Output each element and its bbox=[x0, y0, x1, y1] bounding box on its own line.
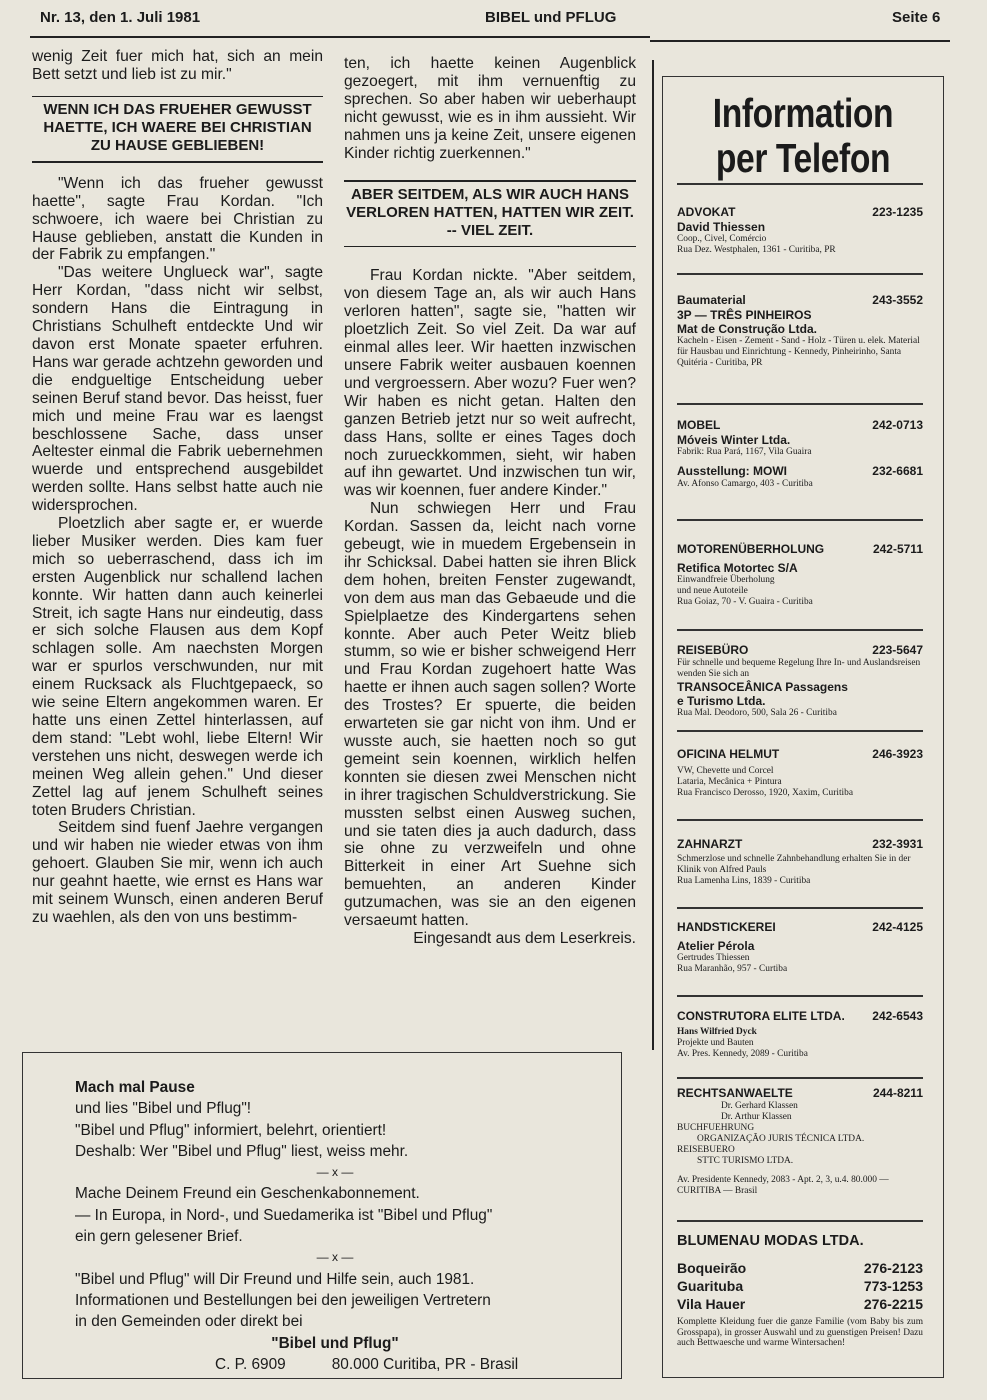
entry-phone: 276-2123 bbox=[863, 1260, 923, 1276]
entry-address: Rua Lamenha Lins, 1839 - Curitiba bbox=[677, 876, 811, 886]
directory-entry bbox=[677, 1009, 923, 1060]
entry-phone: 223-5647 bbox=[872, 643, 923, 657]
divider bbox=[677, 907, 923, 909]
divider bbox=[677, 629, 923, 631]
directory-entry bbox=[677, 643, 923, 719]
text-continuation: ten, ich haette keinen Augenblick gezoegert, mit ihm vernuenftig zu sprechen. So aber haben wir ueberhaupt nicht gewusst, wie es in ihm aussieht. Wir nahmen uns ja keine Zeit, unsere eigenen Kinder richtig zuerkennen." bbox=[344, 55, 636, 162]
masthead: BIBEL und PFLUG bbox=[485, 9, 617, 26]
entry-phone: 242-0713 bbox=[872, 418, 923, 432]
phone-directory bbox=[662, 76, 944, 1378]
entry-text: Für schnelle und bequeme Regelung Ihre In- und Auslandsreisen wenden Sie sich an bbox=[677, 658, 921, 679]
publisher-name: "Bibel und Pflug" bbox=[271, 1334, 399, 1352]
entry-phone: 242-4125 bbox=[872, 920, 923, 934]
directory-entry bbox=[677, 205, 923, 256]
paragraph: Seitdem sind fuenf Jaehre vergangen und wir haben nie wieder etwas von ihm gehoert. Glauben Sie mir, wenn ich auch nur geahnt haette, wie ernst es Hans war mit seinem Wunsch, einen anderen Beruf zu waehlen, als den von uns bestimm- bbox=[32, 819, 323, 926]
paragraph: "Wenn ich das frueher gewusst haette", sagte Frau Kordan. "Ich schwoere, ich waere bei Christian zu Hause geblieben, anstatt die Kunden in der Fabrik zu empfangen." bbox=[32, 174, 323, 264]
entry-address: Av. Afonso Camargo, 403 - Curitiba bbox=[677, 479, 813, 489]
entry-text: und neue Autoteile bbox=[677, 586, 748, 596]
entry-category: HANDSTICKEREI bbox=[677, 920, 776, 934]
entry-company: Retifica Motortec S/A bbox=[677, 561, 798, 575]
postal-address: 80.000 Curitiba, PR - Brasil bbox=[331, 1355, 519, 1373]
box-line: ein gern gelesener Brief. bbox=[75, 1228, 243, 1246]
entry-text: Coop., Civel, Comércio bbox=[677, 234, 767, 244]
divider bbox=[32, 96, 323, 98]
postal-box: C. P. 6909 bbox=[215, 1355, 286, 1373]
entry-phone: 223-1235 bbox=[872, 205, 923, 219]
box-line: — In Europa, in Nord-, und Suedamerika ist "Bibel und Pflug" bbox=[75, 1206, 493, 1224]
header-rule bbox=[30, 36, 650, 38]
box-line: Mache Deinem Freund ein Geschenkabonnement. bbox=[75, 1185, 420, 1203]
box-line: und lies "Bibel und Pflug"! bbox=[75, 1100, 252, 1118]
entry-phone: 243-3552 bbox=[872, 293, 923, 307]
entry-category: REISEBÜRO bbox=[677, 643, 749, 657]
entry-text: BUCHFUEHRUNG bbox=[677, 1123, 755, 1133]
entry-text: ORGANIZAÇÃO JURIS TÉCNICA LTDA. bbox=[697, 1134, 865, 1144]
directory-title: per Telefon bbox=[715, 135, 891, 181]
divider bbox=[677, 403, 923, 405]
entry-text: Komplette Kleidung fuer die ganze Familie (vom Baby bis zum Grosspapa), in grosser Auswahl und zu guenstigen Preisen! Dazu auch Bettwaesche und warme Wintersachen! bbox=[677, 1317, 923, 1348]
entry-category: Baumaterial bbox=[677, 293, 746, 307]
divider bbox=[344, 180, 636, 182]
entry-category: ADVOKAT bbox=[677, 205, 736, 219]
divider bbox=[677, 730, 923, 732]
entry-text: Dr. Arthur Klassen bbox=[721, 1112, 792, 1122]
text-continuation: wenig Zeit fuer mich hat, sich an mein Bett setzt und lieb ist zu mir." bbox=[32, 48, 323, 83]
directory-entry-blumenau bbox=[677, 1231, 923, 1349]
branch-name: Vila Hauer bbox=[677, 1296, 746, 1312]
entry-company: David Thiessen bbox=[677, 220, 766, 234]
entry-text: Gertrudes Thiessen bbox=[677, 953, 750, 963]
column-rule bbox=[652, 60, 654, 1050]
divider bbox=[677, 995, 923, 997]
entry-company: 3P — TRÊS PINHEIROS bbox=[677, 308, 812, 322]
divider bbox=[677, 519, 923, 521]
entry-text: Schmerzlose und schnelle Zahnbehandlung erhalten Sie in der Klinik von Alfred Pauls bbox=[677, 854, 911, 875]
entry-phone: 232-6681 bbox=[872, 464, 923, 478]
paragraph: Frau Kordan nickte. "Aber seitdem, von diesem Tage an, als wir auch Hans verloren hatten", sagte sie, "hatten wir ploetzlich Zeit. So viel Zeit. Da war auf einmal alles leer. Wir haetten inzwischen unsere Fabrik weiter ausbauen koennen und vergroessern. Aber wozu? Fuer wen? Wir haben es nicht getan. Halten den ganzen Betrieb jetzt nur so weit aufrecht, dass Hans, sollte er eines Tages doch noch zurueckkommen, sieht, wir haben auf ihn gewartet. Und inzwischen tun wir, was wir koennen, fuer andere Kinder." bbox=[344, 267, 636, 500]
directory-entry bbox=[677, 747, 923, 799]
entry-category: OFICINA HELMUT bbox=[677, 747, 780, 761]
subscription-box bbox=[22, 1052, 622, 1379]
entry-category: RECHTSANWAELTE bbox=[677, 1086, 793, 1100]
directory-entry bbox=[677, 418, 923, 490]
entry-address: Av. Pres. Kennedy, 2089 - Curitiba bbox=[677, 1049, 808, 1059]
entry-address: Rua Goiaz, 70 - V. Guaira - Curitiba bbox=[677, 597, 813, 607]
box-line: Informationen und Bestellungen bei den jeweiligen Vertretern bbox=[75, 1291, 491, 1309]
entry-phone: 244-8211 bbox=[872, 1086, 923, 1100]
entry-text: STTC TURISMO LTDA. bbox=[697, 1156, 794, 1166]
entry-phone: 242-5711 bbox=[872, 542, 923, 556]
entry-category: Ausstellung: MOWI bbox=[677, 464, 787, 478]
box-line: "Bibel und Pflug" will Dir Freund und Hilfe sein, auch 1981. bbox=[75, 1270, 475, 1288]
directory-entry bbox=[677, 837, 923, 887]
paragraph: Nun schwiegen Herr und Frau Kordan. Sassen da, leicht nach vorne gebeugt, wie in muedem Ergebensein in ihr Schicksal. Dabei hatten sie ihren Blick dem hohen, breiten Fenster zugewandt, von dem aus man das Gebaeude und die Spielplaetze des Kindergartens sehen konnte. Aber auch Peter Weitz blieb stumm, so wie er bisher schweigend Herr und Frau Kordan zugehoert hatte Was haette er ihnen auch sagen sollen? Worte des Trostes? Er spuerte, die beiden erwarteten sie gar nicht von ihm. Und er wusste auch, sie haetten noch so gut gemeint sein koennen, wirklich helfen konnten sie diesen zwei Menschen nicht in ihrer tragischen Schuldverstrickung. Sie mussten selbst einen Ausweg suchen, und sie taten dies ja auch dadurch, dass sie ohne zu verzweifeln und ohne Bitterkeit in einer Art Suehne sich bemuehten, an anderen Kinder gutzumachen, was sie an den eigenen versaeumt hatten. bbox=[344, 500, 636, 930]
entry-text: REISEBUERO bbox=[677, 1145, 735, 1155]
box-line: "Bibel und Pflug" informiert, belehrt, orientiert! bbox=[75, 1121, 387, 1139]
box-line: in den Gemeinden oder direkt bei bbox=[75, 1313, 303, 1331]
entry-text: Einwandfreie Überholung bbox=[677, 575, 775, 585]
signature: Eingesandt aus dem Leserkreis. bbox=[413, 929, 636, 947]
entry-company: e Turismo Ltda. bbox=[677, 694, 766, 708]
divider bbox=[677, 273, 923, 275]
entry-company: TRANSOCEÂNICA Passagens bbox=[677, 680, 848, 694]
paragraph: Ploetzlich aber sagte er, er wuerde lieber Musiker werden. Dies kam fuer mich so ueberraschend, dass ich im ersten Augenblick nur schallend lachen konnte. Wir hatten dann auch keinerlei Streit, ich sagte Hans nur eindeutig, dass er sich solche Flausen aus dem Kopf schlagen solle. Am naechsten Morgen war er spurlos verschwunden, nur mit einem Rucksack als Fluchtgepaeck, so wie seine Eltern angekommen waren. Er hatte uns einen Zettel hinterlassen, auf dem stand: "Lebt wohl, liebe Eltern! Wir verstehen uns nicht, deswegen werde ich meinen Weg allein gehen." Und dieser Zettel lag auf jenem Schulheft seines toten Bruders Christian. bbox=[32, 515, 323, 819]
entry-address: Av. Presidente Kennedy, 2083 - Apt. 2, 3, u.4. 80.000 — CURITIBA — Brasil bbox=[677, 1175, 889, 1196]
entry-address: Rua Francisco Derosso, 1920, Xaxim, Curitiba bbox=[677, 788, 854, 798]
entry-phone: 276-2215 bbox=[863, 1296, 923, 1312]
separator: — x — bbox=[316, 1165, 354, 1180]
section-heading: WENN ICH DAS FRUEHER GEWUSST HAETTE, ICH WAERE BEI CHRISTIAN ZU HAUSE GEBLIEBEN! bbox=[43, 101, 312, 155]
divider bbox=[677, 1077, 923, 1079]
branch-name: Boqueirão bbox=[677, 1260, 747, 1276]
box-title: Mach mal Pause bbox=[75, 1079, 195, 1096]
branch-name: Guarituba bbox=[677, 1278, 744, 1294]
article-column-2 bbox=[344, 55, 636, 948]
directory-entry bbox=[677, 1086, 923, 1197]
directory-title: Information bbox=[712, 90, 894, 136]
entry-company: Mat de Construção Ltda. bbox=[677, 322, 818, 336]
divider bbox=[677, 1220, 923, 1222]
entry-text: Dr. Gerhard Klassen bbox=[721, 1101, 798, 1111]
paragraph: "Das weitere Unglueck war", sagte Herr Kordan, "dass nicht wir selbst, sondern Hans die Eintragung in Christians Schulheft entdeckte Und wir davon erst Monate spaeter erfuhren. Hans war gerade achtzehn geworden und die endgueltige Entscheidung ueber seinen Beruf stand bevor. Das heisst, fuer mich und meine Frau war es laengst beschlossene Sache, dass unser Aeltester einmal die Fabrik uebernehmen wuerde und entsprechend ausgebildet werden sollte. Hans selbst hatte auch nie widersprochen. bbox=[32, 264, 323, 515]
entry-category: MOTORENÜBERHOLUNG bbox=[677, 542, 825, 556]
entry-text: Hans Wilfried Dyck bbox=[677, 1027, 757, 1037]
entry-text: Projekte und Bauten bbox=[677, 1038, 754, 1048]
entry-category: MOBEL bbox=[677, 418, 721, 432]
entry-company: BLUMENAU MODAS LTDA. bbox=[677, 1233, 864, 1249]
entry-text: VW, Chevette und Corcel bbox=[677, 766, 774, 776]
entry-category: ZAHNARZT bbox=[677, 837, 743, 851]
entry-address: Rua Maranhão, 957 - Curtiba bbox=[677, 964, 788, 974]
article-column-1 bbox=[32, 48, 323, 927]
entry-address: Rua Mal. Deodoro, 500, Sala 26 - Curitiba bbox=[677, 708, 837, 718]
entry-phone: 246-3923 bbox=[872, 747, 923, 761]
entry-address: Rua Dez. Westphalen, 1361 - Curitiba, PR bbox=[677, 245, 836, 255]
entry-company: Atelier Pérola bbox=[677, 939, 755, 953]
entry-phone: 242-6543 bbox=[872, 1009, 923, 1023]
entry-text: Lataria, Mecânica + Pintura bbox=[677, 777, 782, 787]
issue-date: Nr. 13, den 1. Juli 1981 bbox=[40, 9, 201, 26]
divider bbox=[344, 246, 636, 248]
page-number: Seite 6 bbox=[892, 9, 941, 26]
directory-entry bbox=[677, 293, 923, 369]
divider bbox=[32, 161, 323, 163]
divider bbox=[677, 819, 923, 821]
entry-phone: 773-1253 bbox=[863, 1278, 923, 1294]
directory-entry bbox=[677, 920, 923, 975]
entry-company: Móveis Winter Ltda. bbox=[677, 433, 791, 447]
separator: — x — bbox=[316, 1250, 354, 1265]
box-line: Deshalb: Wer "Bibel und Pflug" liest, weiss mehr. bbox=[75, 1142, 409, 1160]
divider bbox=[677, 183, 923, 185]
entry-phone: 232-3931 bbox=[872, 837, 923, 851]
directory-entry bbox=[677, 542, 923, 608]
entry-text: Kacheln - Eisen - Zement - Sand - Holz - Türen u. elek. Material für Hausbau und Einrichtung - Kennedy, Pinheirinho, Santa Quitéria - Curitiba, PR bbox=[677, 336, 920, 368]
entry-category: CONSTRUTORA ELITE LTDA. bbox=[677, 1009, 845, 1023]
section-heading: ABER SEITDEM, ALS WIR AUCH HANS VERLOREN HATTEN, HATTEN WIR ZEIT. -- VIEL ZEIT. bbox=[346, 185, 634, 239]
header-rule-right bbox=[650, 40, 950, 42]
entry-text: Fabrik: Rua Pará, 1167, Vila Guaira bbox=[677, 447, 812, 457]
